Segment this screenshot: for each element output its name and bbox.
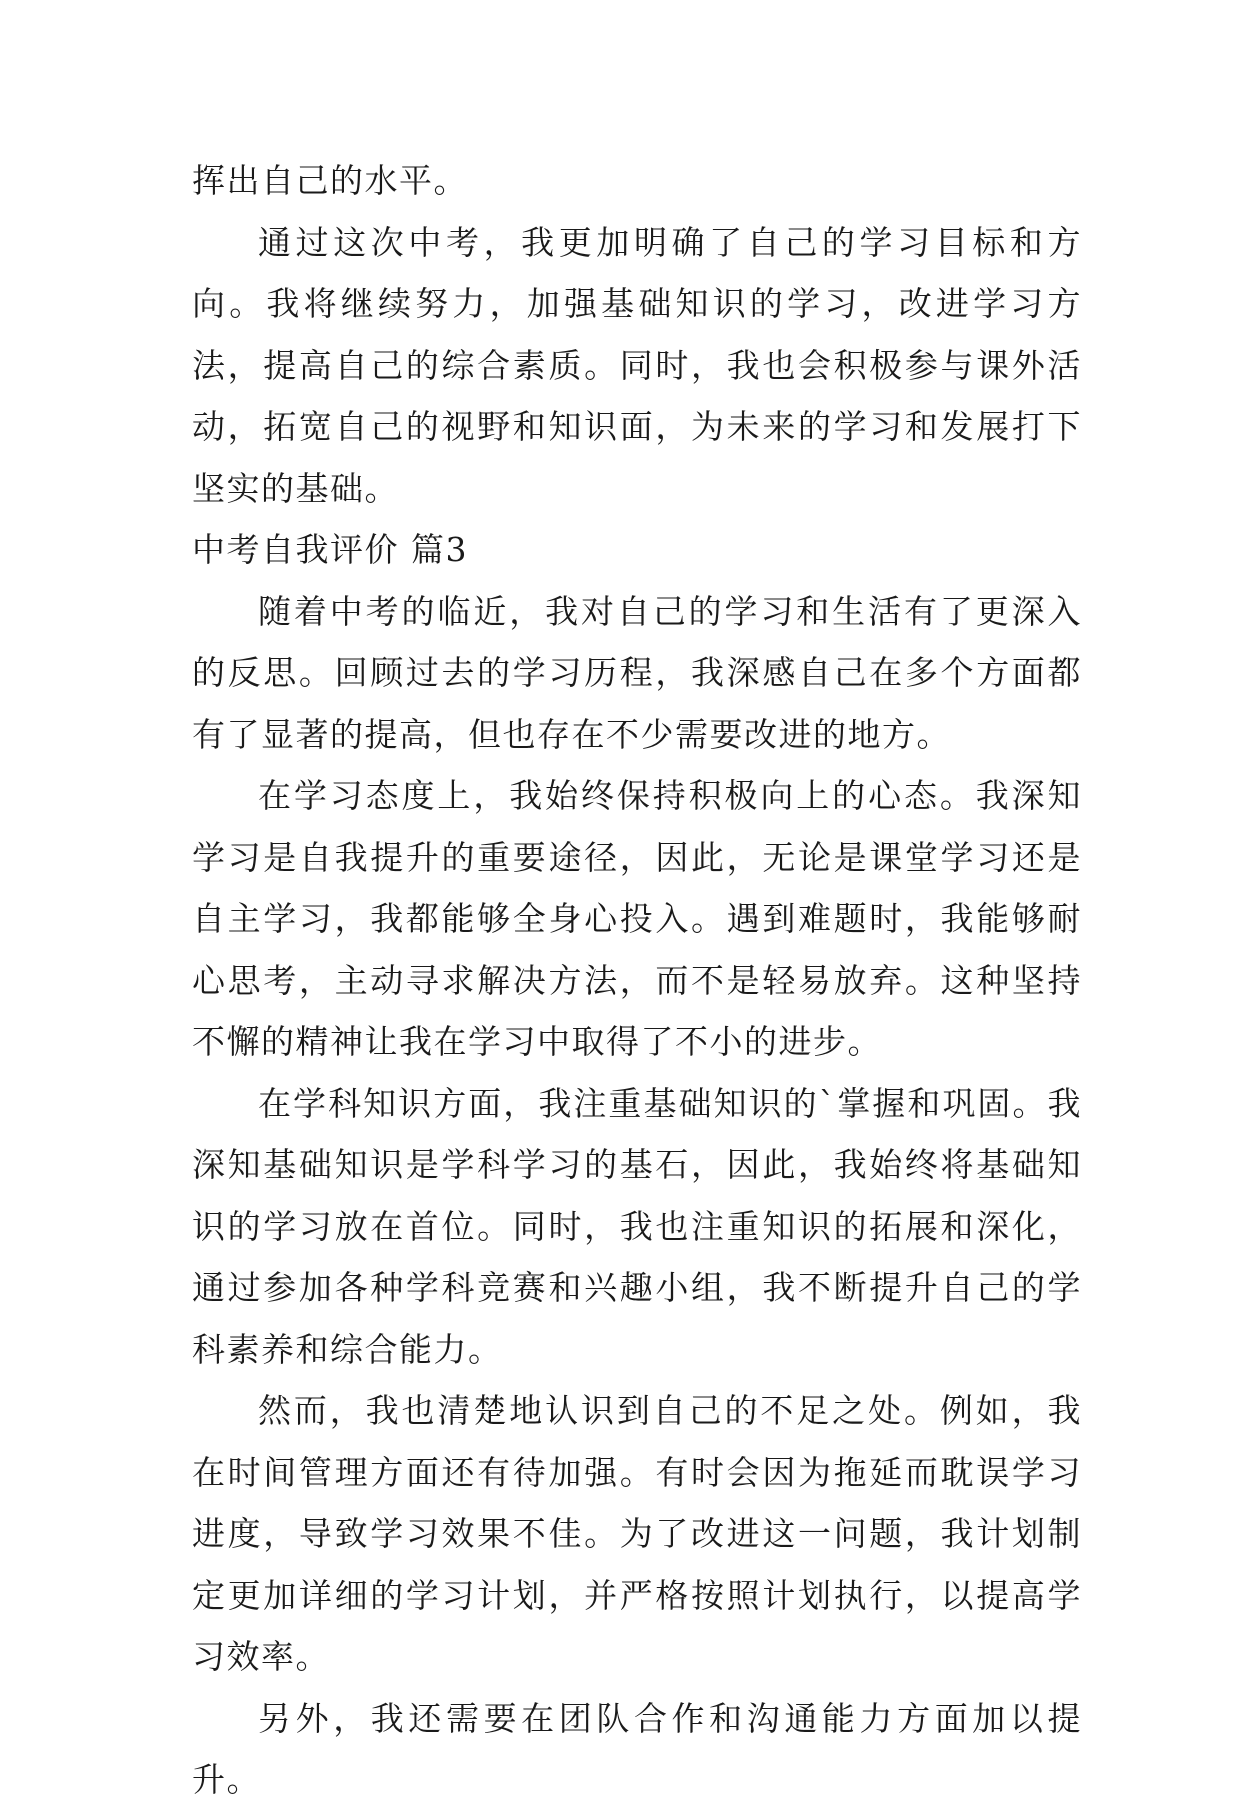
paragraph: 在学科知识方面，我注重基础知识的`掌握和巩固。我深知基础知识是学科学习的基石，因此，我始终将基础知识的学习放在首位。同时，我也注重知识的拓展和深化，通过参加各种学科竞赛和兴趣小组，我不断提升自己的学科素养和综合能力。	[192, 1083, 1082, 1369]
paragraph: 然而，我也清楚地认识到自己的不足之处。例如，我在时间管理方面还有待加强。有时会因为拖延而耽误学习进度，导致学习效果不佳。为了改进这一问题，我计划制定更加详细的学习计划，并严格按照计划执行，以提高学习效率。	[192, 1391, 1082, 1676]
paragraph: 另外，我还需要在团队合作和沟通能力方面加以提升。	[192, 1698, 1082, 1799]
section-heading: 中考自我评价 篇3	[192, 530, 468, 569]
paragraph: 通过这次中考，我更加明确了自己的学习目标和方向。我将继续努力，加强基础知识的学习，改进学习方法，提高自己的综合素质。同时，我也会积极参与课外活动，拓宽自己的视野和知识面，为未来的学习和发展打下坚实的基础。	[192, 222, 1082, 508]
paragraph: 随着中考的临近，我对自己的学习和生活有了更深入的反思。回顾过去的学习历程，我深感自己在多个方面都有了显著的提高，但也存在不少需要改进的地方。	[192, 591, 1082, 754]
paragraph: 在学习态度上，我始终保持积极向上的心态。我深知学习是自我提升的重要途径，因此，无论是课堂学习还是自主学习，我都能够全身心投入。遇到难题时，我能够耐心思考，主动寻求解决方法，而不是轻易放弃。这种坚持不懈的精神让我在学习中取得了不小的进步。	[192, 776, 1082, 1061]
document-body	[192, 150, 1082, 1811]
paragraph-continuation: 挥出自己的水平。	[192, 161, 468, 200]
